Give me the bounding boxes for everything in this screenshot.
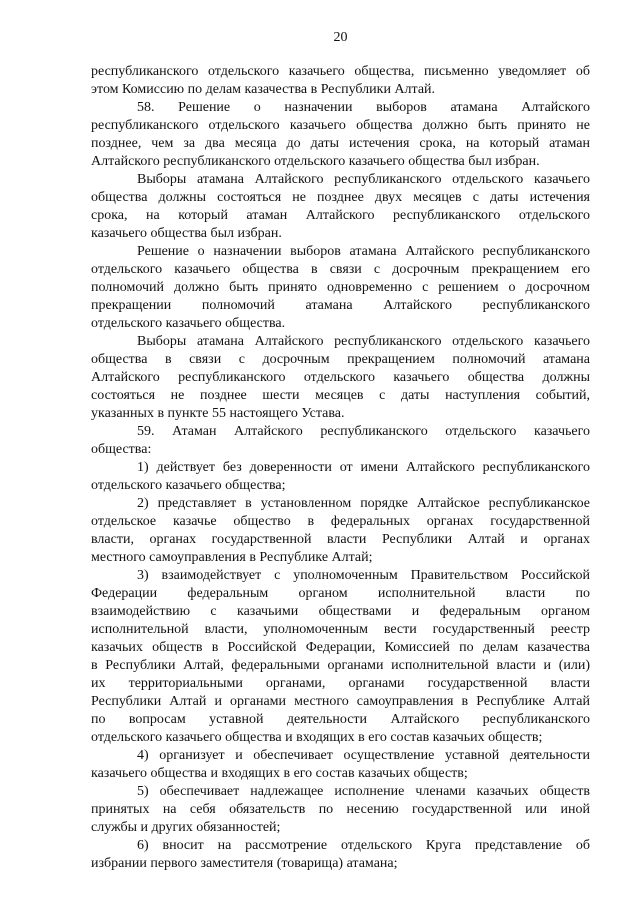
text-line: Выборы атамана Алтайского республиканского отдельского казачьего (137, 334, 590, 349)
list-item-6 (91, 837, 590, 873)
text-line: отдельского казачьего общества и входящих в его состав казачьих обществ; (91, 730, 543, 745)
text-line: общества: (91, 442, 152, 457)
text-line: Алтайского республиканского отдельского казачьего общества должны (91, 370, 590, 385)
text-line: принятых на себя обязательств по несению государственной или иной (91, 802, 590, 817)
text-line: отдельского казачьего общества; (91, 478, 286, 493)
text-line: взаимодействию с казачьими обществами и федеральным органом (91, 604, 590, 619)
list-item-4 (91, 747, 590, 783)
text-line: казачьего общества был избран. (91, 226, 282, 241)
text-line: исполнительной власти, уполномоченным вести государственный реестр (91, 622, 590, 637)
text-line: общества должны состояться не позднее двух месяцев с даты истечения (91, 190, 590, 205)
list-item-5 (91, 783, 590, 837)
paragraph-58 (91, 99, 590, 171)
list-item-2 (91, 495, 590, 567)
text-line: этом Комиссию по делам казачества в Республики Алтай. (91, 82, 436, 97)
text-line: общества в связи с досрочным прекращением полномочий атамана (91, 352, 590, 367)
document-body (91, 63, 590, 873)
text-line: 2) представляет в установленном порядке Алтайское республиканское (137, 496, 590, 511)
text-line: прекращении полномочий атамана Алтайского республиканского (91, 298, 590, 313)
text-line: позднее, чем за два месяца до даты истечения срока, на который атаман (91, 136, 590, 151)
text-line: избрании первого заместителя (товарища) атамана; (91, 856, 398, 871)
text-line: 6) вносит на рассмотрение отдельского Круга представление об (137, 838, 590, 853)
text-line: отдельское казачье общество в федеральных органах государственной (91, 514, 590, 529)
text-line: казачьего общества и входящих в его состав казачьих обществ; (91, 766, 468, 781)
text-line: 4) организует и обеспечивает осуществление уставной деятельности (137, 748, 590, 763)
text-line: Решение о назначении выборов атамана Алтайского республиканского (137, 244, 590, 259)
text-line: Федерации федеральным органом исполнительной власти по (91, 586, 590, 601)
list-item-1 (91, 459, 590, 495)
text-line: по вопросам уставной деятельности Алтайского республиканского (91, 712, 590, 727)
text-line: отдельского казачьего общества в связи с досрочным прекращением его (91, 262, 590, 277)
text-line: республиканского отдельского казачьего общества, письменно уведомляет об (91, 64, 590, 79)
text-line: отдельского казачьего общества. (91, 316, 286, 331)
text-line: Республики Алтай и органами местного самоуправления в Республике Алтай (91, 694, 590, 709)
list-item-3 (91, 567, 590, 747)
paragraph-elections-deadline (91, 171, 590, 243)
text-line: срока, на который атаман Алтайского республиканского отдельского (91, 208, 590, 223)
text-line: состояться не позднее шести месяцев с даты наступления событий, (91, 388, 590, 403)
text-line: Алтайского республиканского отдельского казачьего общества был избран. (91, 154, 540, 169)
text-line: их территориальными органами, органами государственной власти (91, 676, 590, 691)
text-line: Выборы атамана Алтайского республиканского отдельского казачьего (137, 172, 590, 187)
text-line: местного самоуправления в Республике Алтай; (91, 550, 373, 565)
text-line: 58. Решение о назначении выборов атамана Алтайского (137, 100, 590, 115)
paragraph-early-termination-elections (91, 333, 590, 423)
paragraph-early-termination-decision (91, 243, 590, 333)
text-line: республиканского отдельского казачьего общества должно быть принято не (91, 118, 590, 133)
text-line: власти, органах государственной власти Республики Алтай и органах (91, 532, 590, 547)
paragraph-continuation (91, 63, 590, 99)
text-line: полномочий должно быть принято одновременно с решением о досрочном (91, 280, 590, 295)
page-number: 20 (333, 30, 348, 45)
text-line: 3) взаимодействует с уполномоченным Правительством Российской (137, 568, 590, 583)
text-line: казачьих обществ в Российской Федерации, Комиссией по делам казачества (91, 640, 590, 655)
text-line: 1) действует без доверенности от имени Алтайского республиканского (137, 460, 590, 475)
text-line: 5) обеспечивает надлежащее исполнение членами казачьих обществ (137, 784, 590, 799)
text-line: 59. Атаман Алтайского республиканского отдельского казачьего (137, 424, 590, 439)
text-line: в Республики Алтай, федеральными органами исполнительной власти и (или) (91, 658, 590, 673)
text-line: службы и других обязанностей; (91, 820, 281, 835)
text-line: указанных в пункте 55 настоящего Устава. (91, 406, 345, 421)
paragraph-59 (91, 423, 590, 459)
